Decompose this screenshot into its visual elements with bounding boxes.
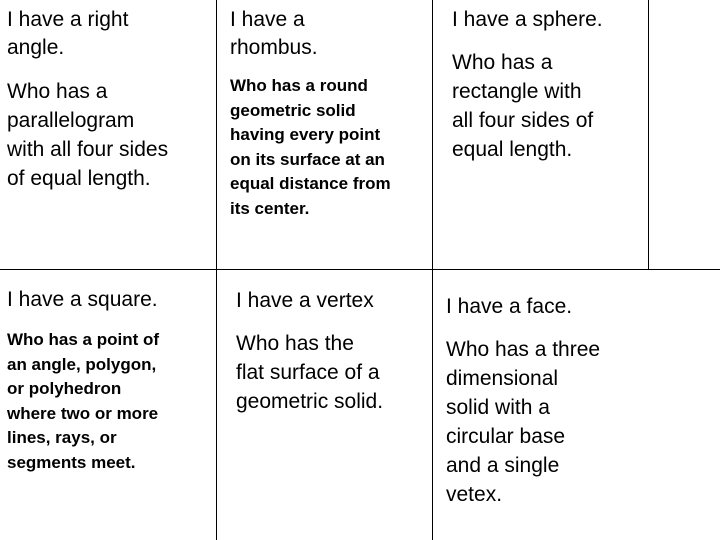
card-who-text: Who has a round geometric solid having every point on its surface at an equal distance from its center. [230, 76, 391, 218]
vertical-divider-right [432, 0, 433, 540]
card-who-text: Who has a rectangle with all four sides of equal length. [452, 51, 594, 161]
card-have-text: I have a sphere. [452, 8, 603, 31]
card-have-text: I have a rhombus. [230, 8, 318, 59]
card-who-text: Who has a three dimensional solid with a circular base and a single vetex. [446, 338, 601, 506]
horizontal-divider [0, 269, 720, 270]
card-have-text: I have a vertex [236, 289, 374, 312]
card-who-text: Who has the flat surface of a geometric solid. [236, 332, 384, 413]
card-have-text: I have a square. [7, 288, 158, 311]
vertical-divider-left [216, 0, 217, 540]
vertical-divider-right-edge [648, 0, 649, 269]
card-have-text: I have a right angle. [7, 8, 129, 59]
card-who-text: Who has a parallelogram with all four sides of equal length. [7, 80, 169, 190]
card-who-text: Who has a point of an angle, polygon, or polyhedron where two or more lines, rays, or segments meet. [7, 330, 160, 472]
card-have-text: I have a face. [446, 295, 573, 318]
